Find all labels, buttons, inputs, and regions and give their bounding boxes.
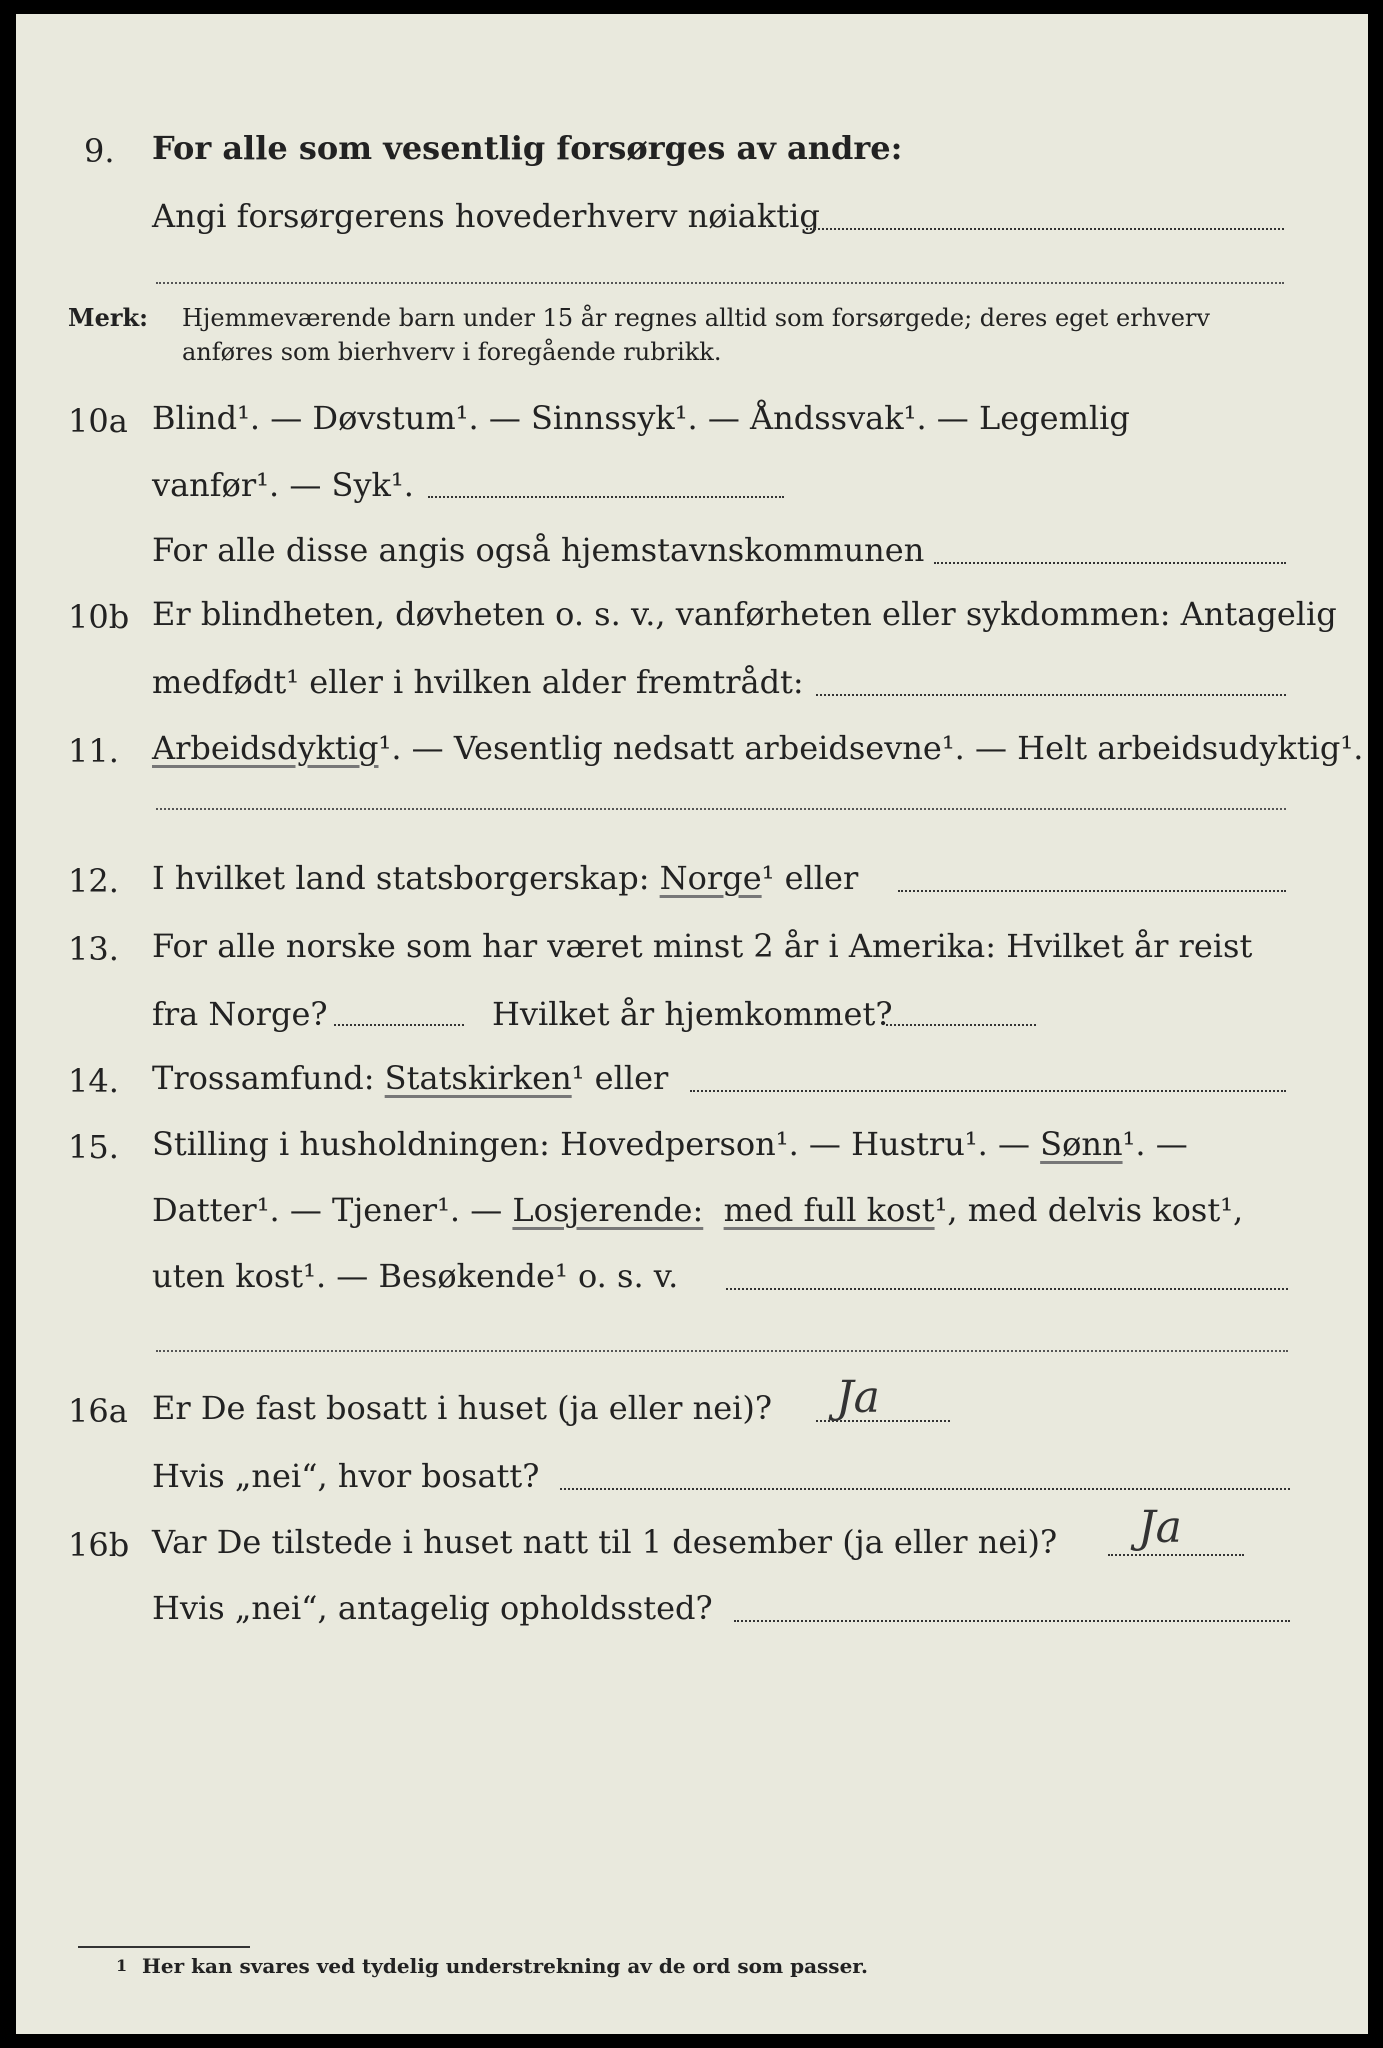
- q15-line1-tail: ¹. —: [1122, 1125, 1188, 1163]
- q15-sonn-underlined[interactable]: Sønn: [1040, 1125, 1123, 1163]
- q14-answer-line[interactable]: [690, 1090, 1286, 1092]
- q15-line2-text: Datter¹. — Tjener¹. —: [152, 1191, 503, 1229]
- q9-second-line[interactable]: [156, 282, 1284, 284]
- q16b-opholdssted-line[interactable]: [734, 1620, 1290, 1622]
- q12-line: [152, 859, 859, 897]
- q10b-line2: medfødt¹ eller i hvilken alder fremtrådt:: [152, 663, 804, 701]
- q16b-line2: Hvis „nei“, antagelig opholdssted?: [152, 1589, 713, 1627]
- q13-line2b: Hvilket år hjemkommet?: [492, 995, 893, 1033]
- q15-line2-tail: ¹, med delvis kost¹,: [934, 1191, 1244, 1229]
- q12-number: 12.: [68, 862, 119, 900]
- merk-line1: Hjemmeværende barn under 15 år regnes alltid som forsørgede; deres eget erhverv: [182, 304, 1210, 332]
- q10b-line1: Er blindheten, døvheten o. s. v., vanførheten eller sykdommen: Antagelig: [152, 595, 1337, 633]
- q15-number: 15.: [68, 1128, 119, 1166]
- q16a-number: 16a: [68, 1392, 128, 1430]
- q11-arbeidsdyktig-underlined[interactable]: Arbeidsdyktig: [152, 729, 379, 767]
- q10a-line1: Blind¹. — Døvstum¹. — Sinnssyk¹. — Åndssvak¹. — Legemlig: [152, 399, 1130, 437]
- q11-answer-line[interactable]: [156, 808, 1286, 810]
- footnote-text: Her kan svares ved tydelig understrekning av de ord som passer.: [142, 1954, 868, 1978]
- footnote-mark: 1: [116, 1956, 128, 1975]
- q15-med-full-kost-underlined[interactable]: med full kost: [723, 1191, 935, 1229]
- q15-line2: [152, 1191, 1244, 1229]
- q10b-number: 10b: [68, 598, 130, 636]
- q12-norge-underlined[interactable]: Norge: [659, 859, 762, 897]
- q11-number: 11.: [68, 732, 119, 770]
- q11-rest: ¹. — Vesentlig nedsatt arbeidsevne¹. — Helt arbeidsudyktig¹.: [378, 729, 1364, 767]
- q13-line1: For alle norske som har været minst 2 år i Amerika: Hvilket år reist: [152, 927, 1253, 965]
- q13-reist-line[interactable]: [334, 1024, 464, 1026]
- q13-line2a: fra Norge?: [152, 995, 328, 1033]
- q15-line1-text: Stilling i husholdningen: Hovedperson¹. — Hustru¹. —: [152, 1125, 1030, 1163]
- q9-line1: For alle som vesentlig forsørges av andre:: [152, 129, 903, 167]
- q13-hjemkommet-line[interactable]: [886, 1024, 1036, 1026]
- q14-eller: ¹ eller: [571, 1059, 669, 1097]
- q14-line: [152, 1059, 669, 1097]
- merk-line2: anføres som bierhverv i foregående rubrikk.: [182, 338, 722, 366]
- q16b-number: 16b: [68, 1526, 130, 1564]
- q15-line3: uten kost¹. — Besøkende¹ o. s. v.: [152, 1257, 679, 1295]
- q9-line2: Angi forsørgerens hovederhverv nøiaktig: [152, 197, 820, 235]
- q10a-line3: For alle disse angis også hjemstavnskommunen: [152, 531, 925, 569]
- q16b-answer-line[interactable]: [1108, 1554, 1244, 1556]
- q10a-number: 10a: [68, 402, 128, 440]
- q10a-hjemstavn-line[interactable]: [934, 562, 1286, 564]
- q14-number: 14.: [68, 1062, 119, 1100]
- q15-answer-line[interactable]: [726, 1288, 1288, 1290]
- q12-eller: ¹ eller: [761, 859, 859, 897]
- q15-line1: [152, 1125, 1188, 1163]
- q16b-handwritten-answer: Ja: [1138, 1502, 1182, 1553]
- q13-number: 13.: [68, 930, 119, 968]
- q16a-bosatt-line[interactable]: [560, 1488, 1290, 1490]
- merk-label: Merk:: [68, 303, 148, 332]
- q11-line: [152, 729, 1364, 767]
- q16a-answer-line[interactable]: [816, 1420, 950, 1422]
- q10a-answer-line[interactable]: [428, 496, 784, 498]
- q16a-line1: Er De fast bosatt i huset (ja eller nei)?: [152, 1389, 773, 1427]
- q9-answer-line[interactable]: [806, 228, 1284, 230]
- q15-losjerende-underlined[interactable]: Losjerende:: [512, 1191, 704, 1229]
- q14-statskirken-underlined[interactable]: Statskirken: [384, 1059, 572, 1097]
- q9-number: 9.: [84, 132, 115, 170]
- q15-second-line[interactable]: [156, 1350, 1288, 1352]
- q10b-answer-line[interactable]: [816, 694, 1286, 696]
- q14-question: Trossamfund:: [152, 1059, 375, 1097]
- footnote-rule: [78, 1946, 250, 1948]
- q16b-line1: Var De tilstede i huset natt til 1 desember (ja eller nei)?: [152, 1523, 1058, 1561]
- q12-question: I hvilket land statsborgerskap:: [152, 859, 650, 897]
- q12-answer-line[interactable]: [898, 890, 1286, 892]
- q16a-line2: Hvis „nei“, hvor bosatt?: [152, 1457, 540, 1495]
- q16a-handwritten-answer: Ja: [836, 1372, 880, 1423]
- q10a-line2: vanfør¹. — Syk¹.: [152, 466, 414, 504]
- census-form-page: [16, 14, 1368, 2034]
